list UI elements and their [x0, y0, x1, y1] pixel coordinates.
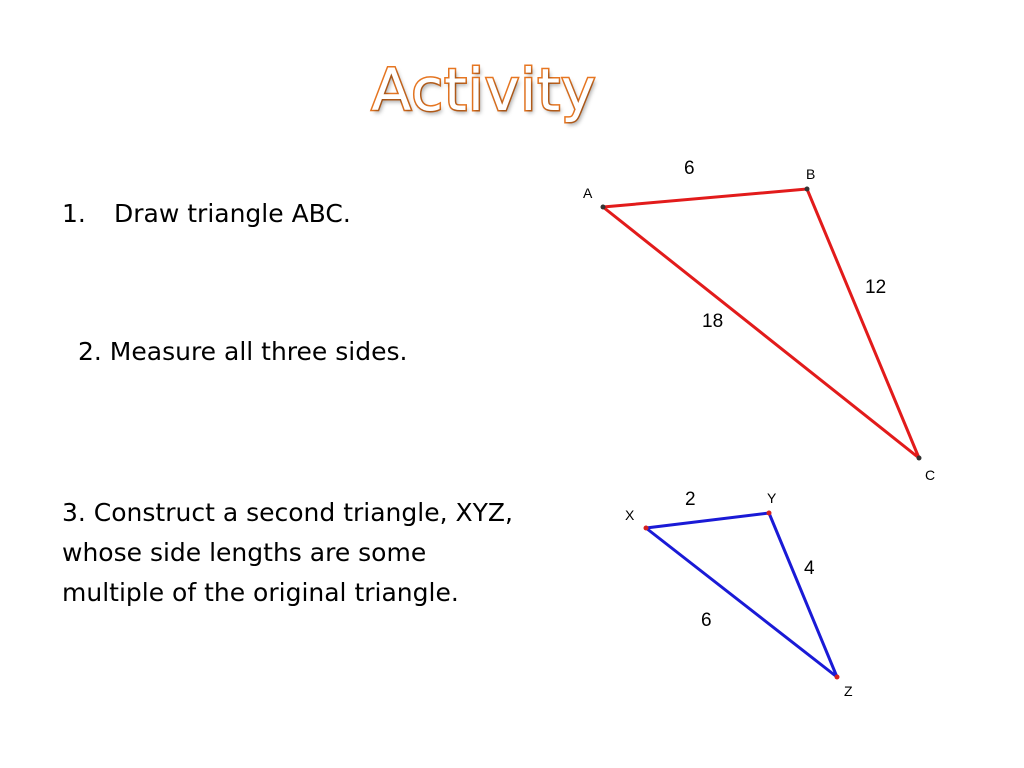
vertex-a-label: A — [583, 185, 593, 201]
vertex-c-label: C — [925, 467, 936, 483]
triangle-xyz-shape — [646, 513, 837, 677]
vertex-b-point — [805, 187, 810, 192]
step-3-line-3: multiple of the original triangle. — [62, 578, 459, 607]
step-1-text: Draw triangle ABC. — [114, 199, 351, 228]
side-xz-length: 6 — [701, 610, 712, 631]
vertex-y-point — [767, 511, 772, 516]
vertex-x-label: X — [625, 507, 635, 523]
triangle-xyz — [625, 489, 853, 699]
step-3-line-1: 3. Construct a second triangle, XYZ, — [62, 498, 513, 527]
vertex-z-label: Z — [844, 683, 853, 699]
step-3-line-2: whose side lengths are some — [62, 538, 427, 567]
vertex-c-point — [917, 456, 922, 461]
vertex-a-point — [601, 205, 606, 210]
side-xy-length: 2 — [685, 489, 696, 510]
slide-title: Activity — [371, 56, 597, 124]
side-ac-length: 18 — [702, 311, 724, 332]
step-1-number: 1. — [62, 199, 86, 228]
side-bc-length: 12 — [865, 277, 887, 298]
side-ab-length: 6 — [684, 158, 695, 179]
triangle-abc-shape — [603, 189, 919, 458]
step-2: 2. Measure all three sides. — [78, 337, 408, 366]
vertex-b-label: B — [806, 166, 816, 182]
side-yz-length: 4 — [804, 558, 815, 579]
vertex-y-label: Y — [767, 490, 777, 506]
vertex-x-point — [644, 526, 649, 531]
triangle-abc — [583, 158, 935, 483]
vertex-z-point — [835, 675, 840, 680]
